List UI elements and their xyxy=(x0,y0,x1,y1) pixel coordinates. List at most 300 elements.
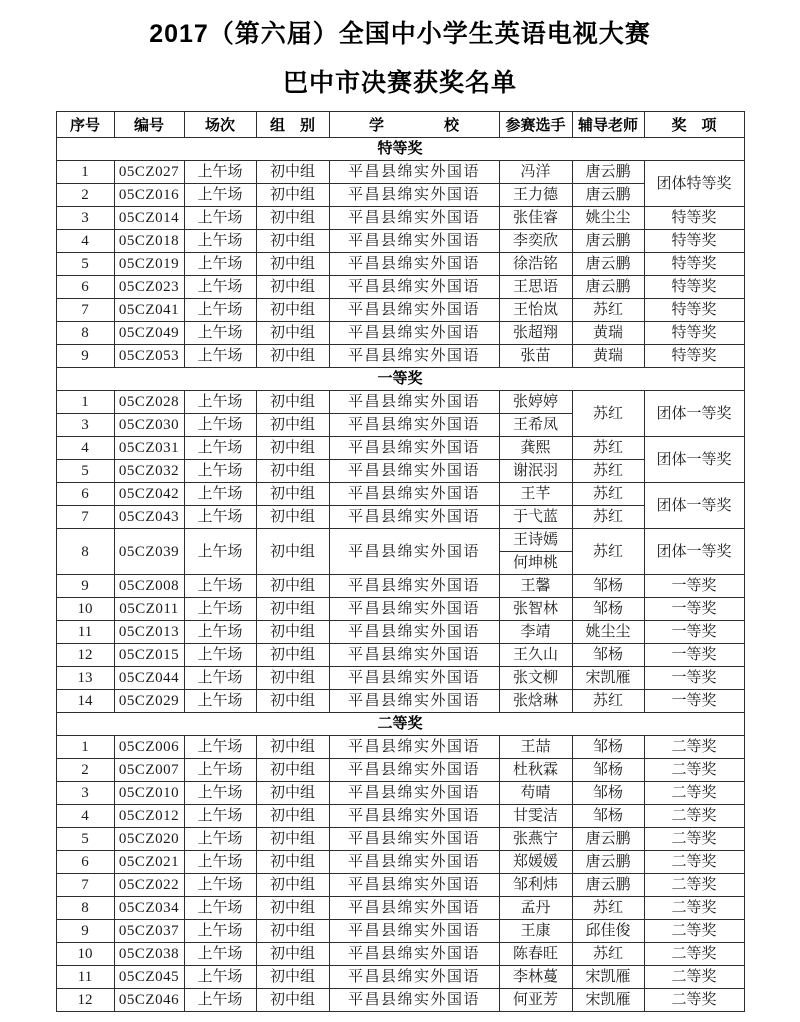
cell-teacher: 苏红 xyxy=(572,460,644,483)
cell-school: 平昌县绵实外国语 xyxy=(329,414,499,437)
cell-school: 平昌县绵实外国语 xyxy=(329,391,499,414)
cell-no: 8 xyxy=(56,322,114,345)
cell-code: 05CZ016 xyxy=(114,184,184,207)
cell-award: 特等奖 xyxy=(644,207,744,230)
cell-contestant: 徐浩铭 xyxy=(499,253,572,276)
cell-session: 上午场 xyxy=(184,943,256,966)
section-title: 二等奖 xyxy=(56,713,744,736)
cell-code: 05CZ019 xyxy=(114,253,184,276)
table-row xyxy=(56,460,744,483)
cell-no: 10 xyxy=(56,943,114,966)
cell-session: 上午场 xyxy=(184,828,256,851)
cell-school: 平昌县绵实外国语 xyxy=(329,943,499,966)
cell-code: 05CZ015 xyxy=(114,644,184,667)
cell-code: 05CZ046 xyxy=(114,989,184,1012)
cell-school: 平昌县绵实外国语 xyxy=(329,874,499,897)
header-award: 奖 项 xyxy=(644,112,744,138)
cell-code: 05CZ023 xyxy=(114,276,184,299)
cell-teacher: 苏红 xyxy=(572,506,644,529)
cell-no: 8 xyxy=(56,529,114,575)
cell-contestant: 王希凤 xyxy=(499,414,572,437)
cell-no: 7 xyxy=(56,506,114,529)
table-row xyxy=(56,828,744,851)
cell-code: 05CZ008 xyxy=(114,575,184,598)
cell-group: 初中组 xyxy=(256,828,329,851)
cell-no: 1 xyxy=(56,391,114,414)
cell-teacher: 邹杨 xyxy=(572,759,644,782)
cell-teacher: 姚尘尘 xyxy=(572,207,644,230)
cell-school: 平昌县绵实外国语 xyxy=(329,575,499,598)
cell-no: 14 xyxy=(56,690,114,713)
cell-session: 上午场 xyxy=(184,736,256,759)
table-row xyxy=(56,253,744,276)
table-row xyxy=(56,989,744,1012)
table-row xyxy=(56,161,744,184)
cell-award: 团体特等奖 xyxy=(644,161,744,207)
table-row xyxy=(56,782,744,805)
cell-teacher: 邹杨 xyxy=(572,644,644,667)
table-row xyxy=(56,391,744,414)
cell-contestant: 杜秋霖 xyxy=(499,759,572,782)
header-group: 组 别 xyxy=(256,112,329,138)
cell-group: 初中组 xyxy=(256,851,329,874)
cell-teacher: 黄瑞 xyxy=(572,322,644,345)
cell-no: 10 xyxy=(56,598,114,621)
cell-contestant: 冯洋 xyxy=(499,161,572,184)
cell-award: 特等奖 xyxy=(644,299,744,322)
cell-session: 上午场 xyxy=(184,483,256,506)
cell-school: 平昌县绵实外国语 xyxy=(329,736,499,759)
cell-session: 上午场 xyxy=(184,207,256,230)
cell-group: 初中组 xyxy=(256,184,329,207)
cell-session: 上午场 xyxy=(184,644,256,667)
cell-school: 平昌县绵实外国语 xyxy=(329,184,499,207)
cell-teacher: 宋凯雁 xyxy=(572,989,644,1012)
cell-award: 特等奖 xyxy=(644,276,744,299)
cell-contestant: 王诗嫣 xyxy=(499,529,572,552)
cell-contestant: 王芊 xyxy=(499,483,572,506)
cell-teacher: 苏红 xyxy=(572,483,644,506)
cell-teacher: 邹杨 xyxy=(572,782,644,805)
cell-award: 二等奖 xyxy=(644,828,744,851)
cell-code: 05CZ027 xyxy=(114,161,184,184)
cell-code: 05CZ032 xyxy=(114,460,184,483)
cell-session: 上午场 xyxy=(184,253,256,276)
cell-no: 2 xyxy=(56,759,114,782)
cell-school: 平昌县绵实外国语 xyxy=(329,322,499,345)
cell-award: 特等奖 xyxy=(644,253,744,276)
cell-session: 上午场 xyxy=(184,598,256,621)
cell-school: 平昌县绵实外国语 xyxy=(329,437,499,460)
cell-group: 初中组 xyxy=(256,276,329,299)
cell-no: 1 xyxy=(56,736,114,759)
cell-teacher: 苏红 xyxy=(572,690,644,713)
cell-group: 初中组 xyxy=(256,667,329,690)
cell-contestant: 郑媛媛 xyxy=(499,851,572,874)
cell-code: 05CZ041 xyxy=(114,299,184,322)
cell-code: 05CZ012 xyxy=(114,805,184,828)
cell-teacher: 宋凯雁 xyxy=(572,966,644,989)
cell-teacher: 姚尘尘 xyxy=(572,621,644,644)
cell-teacher: 苏红 xyxy=(572,529,644,575)
cell-school: 平昌县绵实外国语 xyxy=(329,460,499,483)
cell-session: 上午场 xyxy=(184,621,256,644)
cell-group: 初中组 xyxy=(256,989,329,1012)
cell-no: 12 xyxy=(56,644,114,667)
cell-teacher: 唐云鹏 xyxy=(572,276,644,299)
table-row xyxy=(56,759,744,782)
cell-contestant: 王康 xyxy=(499,920,572,943)
cell-no: 1 xyxy=(56,161,114,184)
cell-session: 上午场 xyxy=(184,391,256,414)
cell-teacher: 邹杨 xyxy=(572,598,644,621)
cell-award: 特等奖 xyxy=(644,322,744,345)
cell-award: 一等奖 xyxy=(644,644,744,667)
cell-contestant: 王馨 xyxy=(499,575,572,598)
cell-code: 05CZ021 xyxy=(114,851,184,874)
cell-session: 上午场 xyxy=(184,345,256,368)
header-teacher: 辅导老师 xyxy=(572,112,644,138)
cell-code: 05CZ034 xyxy=(114,897,184,920)
cell-group: 初中组 xyxy=(256,598,329,621)
cell-contestant: 于弋蓝 xyxy=(499,506,572,529)
cell-teacher: 邹杨 xyxy=(572,805,644,828)
cell-code: 05CZ030 xyxy=(114,414,184,437)
cell-code: 05CZ049 xyxy=(114,322,184,345)
cell-group: 初中组 xyxy=(256,943,329,966)
cell-school: 平昌县绵实外国语 xyxy=(329,230,499,253)
cell-award: 二等奖 xyxy=(644,782,744,805)
cell-code: 05CZ022 xyxy=(114,874,184,897)
cell-award: 特等奖 xyxy=(644,230,744,253)
cell-school: 平昌县绵实外国语 xyxy=(329,253,499,276)
cell-no: 9 xyxy=(56,575,114,598)
cell-school: 平昌县绵实外国语 xyxy=(329,759,499,782)
cell-code: 05CZ044 xyxy=(114,667,184,690)
header-row xyxy=(56,112,744,138)
cell-session: 上午场 xyxy=(184,920,256,943)
table-row xyxy=(56,506,744,529)
cell-code: 05CZ031 xyxy=(114,437,184,460)
cell-group: 初中组 xyxy=(256,575,329,598)
table-row xyxy=(56,529,744,552)
cell-group: 初中组 xyxy=(256,690,329,713)
cell-award: 二等奖 xyxy=(644,920,744,943)
cell-award: 特等奖 xyxy=(644,345,744,368)
cell-school: 平昌县绵实外国语 xyxy=(329,644,499,667)
table-row xyxy=(56,690,744,713)
section-title: 特等奖 xyxy=(56,138,744,161)
cell-contestant: 邹利炜 xyxy=(499,874,572,897)
cell-no: 5 xyxy=(56,253,114,276)
cell-group: 初中组 xyxy=(256,506,329,529)
document-subtitle: 巴中市决赛获奖名单 xyxy=(282,69,517,97)
cell-no: 4 xyxy=(56,805,114,828)
cell-group: 初中组 xyxy=(256,782,329,805)
cell-code: 05CZ007 xyxy=(114,759,184,782)
section-header-row xyxy=(56,138,744,161)
cell-school: 平昌县绵实外国语 xyxy=(329,506,499,529)
cell-group: 初中组 xyxy=(256,345,329,368)
cell-group: 初中组 xyxy=(256,391,329,414)
cell-session: 上午场 xyxy=(184,529,256,575)
cell-award: 二等奖 xyxy=(644,759,744,782)
section-header-row xyxy=(56,713,744,736)
cell-school: 平昌县绵实外国语 xyxy=(329,920,499,943)
cell-award: 一等奖 xyxy=(644,667,744,690)
cell-group: 初中组 xyxy=(256,437,329,460)
cell-code: 05CZ038 xyxy=(114,943,184,966)
cell-teacher: 宋凯雁 xyxy=(572,667,644,690)
table-row xyxy=(56,943,744,966)
cell-contestant: 李奕欣 xyxy=(499,230,572,253)
cell-teacher: 邱佳俊 xyxy=(572,920,644,943)
cell-school: 平昌县绵实外国语 xyxy=(329,667,499,690)
cell-code: 05CZ029 xyxy=(114,690,184,713)
cell-award: 二等奖 xyxy=(644,943,744,966)
cell-teacher: 苏红 xyxy=(572,437,644,460)
cell-code: 05CZ020 xyxy=(114,828,184,851)
cell-group: 初中组 xyxy=(256,230,329,253)
cell-no: 9 xyxy=(56,920,114,943)
cell-group: 初中组 xyxy=(256,414,329,437)
cell-session: 上午场 xyxy=(184,322,256,345)
cell-session: 上午场 xyxy=(184,230,256,253)
awards-table-body xyxy=(56,138,744,1012)
cell-contestant: 何坤桃 xyxy=(499,552,572,575)
cell-contestant: 王力德 xyxy=(499,184,572,207)
table-row xyxy=(56,598,744,621)
cell-contestant: 龚熙 xyxy=(499,437,572,460)
cell-contestant: 张文柳 xyxy=(499,667,572,690)
cell-session: 上午场 xyxy=(184,414,256,437)
cell-session: 上午场 xyxy=(184,299,256,322)
cell-session: 上午场 xyxy=(184,161,256,184)
cell-group: 初中组 xyxy=(256,759,329,782)
cell-session: 上午场 xyxy=(184,667,256,690)
cell-teacher: 苏红 xyxy=(572,391,644,437)
cell-code: 05CZ053 xyxy=(114,345,184,368)
cell-teacher: 唐云鹏 xyxy=(572,230,644,253)
cell-no: 8 xyxy=(56,897,114,920)
table-row xyxy=(56,345,744,368)
table-row xyxy=(56,920,744,943)
cell-contestant: 苟晴 xyxy=(499,782,572,805)
cell-award: 二等奖 xyxy=(644,874,744,897)
cell-contestant: 张智林 xyxy=(499,598,572,621)
cell-no: 12 xyxy=(56,989,114,1012)
cell-no: 6 xyxy=(56,483,114,506)
cell-teacher: 邹杨 xyxy=(572,736,644,759)
cell-award: 二等奖 xyxy=(644,851,744,874)
table-row xyxy=(56,897,744,920)
cell-group: 初中组 xyxy=(256,460,329,483)
table-row xyxy=(56,851,744,874)
cell-award: 二等奖 xyxy=(644,897,744,920)
cell-contestant: 王怡岚 xyxy=(499,299,572,322)
cell-no: 7 xyxy=(56,299,114,322)
table-row xyxy=(56,575,744,598)
cell-contestant: 张焓琳 xyxy=(499,690,572,713)
header-school: 学 校 xyxy=(329,112,499,138)
cell-group: 初中组 xyxy=(256,161,329,184)
cell-contestant: 王久山 xyxy=(499,644,572,667)
table-row xyxy=(56,322,744,345)
cell-contestant: 张苗 xyxy=(499,345,572,368)
cell-school: 平昌县绵实外国语 xyxy=(329,207,499,230)
cell-code: 05CZ018 xyxy=(114,230,184,253)
cell-teacher: 唐云鹏 xyxy=(572,851,644,874)
table-row xyxy=(56,299,744,322)
cell-teacher: 唐云鹏 xyxy=(572,874,644,897)
cell-no: 6 xyxy=(56,851,114,874)
cell-teacher: 唐云鹏 xyxy=(572,161,644,184)
cell-session: 上午场 xyxy=(184,759,256,782)
cell-school: 平昌县绵实外国语 xyxy=(329,598,499,621)
cell-award: 团体一等奖 xyxy=(644,483,744,529)
cell-award: 二等奖 xyxy=(644,805,744,828)
cell-group: 初中组 xyxy=(256,322,329,345)
cell-teacher: 唐云鹏 xyxy=(572,184,644,207)
cell-no: 7 xyxy=(56,874,114,897)
table-row xyxy=(56,667,744,690)
cell-contestant: 张燕宁 xyxy=(499,828,572,851)
cell-no: 6 xyxy=(56,276,114,299)
table-row xyxy=(56,644,744,667)
table-row xyxy=(56,805,744,828)
cell-session: 上午场 xyxy=(184,782,256,805)
cell-teacher: 苏红 xyxy=(572,299,644,322)
cell-code: 05CZ010 xyxy=(114,782,184,805)
cell-session: 上午场 xyxy=(184,575,256,598)
cell-contestant: 张婷婷 xyxy=(499,391,572,414)
cell-school: 平昌县绵实外国语 xyxy=(329,483,499,506)
cell-contestant: 王思语 xyxy=(499,276,572,299)
cell-session: 上午场 xyxy=(184,460,256,483)
cell-code: 05CZ013 xyxy=(114,621,184,644)
cell-award: 二等奖 xyxy=(644,966,744,989)
cell-session: 上午场 xyxy=(184,184,256,207)
cell-group: 初中组 xyxy=(256,805,329,828)
cell-no: 4 xyxy=(56,230,114,253)
document-title: 2017（第六届）全国中小学生英语电视大赛 xyxy=(149,20,651,48)
cell-session: 上午场 xyxy=(184,966,256,989)
cell-group: 初中组 xyxy=(256,483,329,506)
cell-contestant: 张超翔 xyxy=(499,322,572,345)
cell-code: 05CZ011 xyxy=(114,598,184,621)
cell-school: 平昌县绵实外国语 xyxy=(329,529,499,575)
cell-contestant: 甘雯洁 xyxy=(499,805,572,828)
cell-contestant: 何亚芳 xyxy=(499,989,572,1012)
cell-school: 平昌县绵实外国语 xyxy=(329,897,499,920)
cell-no: 11 xyxy=(56,621,114,644)
cell-code: 05CZ042 xyxy=(114,483,184,506)
cell-award: 二等奖 xyxy=(644,736,744,759)
cell-no: 2 xyxy=(56,184,114,207)
cell-award: 一等奖 xyxy=(644,621,744,644)
cell-group: 初中组 xyxy=(256,644,329,667)
cell-no: 5 xyxy=(56,460,114,483)
cell-school: 平昌县绵实外国语 xyxy=(329,621,499,644)
cell-code: 05CZ043 xyxy=(114,506,184,529)
cell-session: 上午场 xyxy=(184,851,256,874)
cell-award: 团体一等奖 xyxy=(644,391,744,437)
table-row xyxy=(56,230,744,253)
cell-teacher: 黄瑞 xyxy=(572,345,644,368)
cell-code: 05CZ028 xyxy=(114,391,184,414)
table-row xyxy=(56,621,744,644)
cell-contestant: 陈春旺 xyxy=(499,943,572,966)
cell-school: 平昌县绵实外国语 xyxy=(329,690,499,713)
cell-contestant: 孟丹 xyxy=(499,897,572,920)
header-session: 场次 xyxy=(184,112,256,138)
cell-contestant: 王喆 xyxy=(499,736,572,759)
cell-no: 11 xyxy=(56,966,114,989)
cell-award: 二等奖 xyxy=(644,989,744,1012)
cell-teacher: 唐云鹏 xyxy=(572,253,644,276)
cell-school: 平昌县绵实外国语 xyxy=(329,782,499,805)
cell-contestant: 李林蔓 xyxy=(499,966,572,989)
cell-school: 平昌县绵实外国语 xyxy=(329,276,499,299)
cell-group: 初中组 xyxy=(256,253,329,276)
cell-no: 3 xyxy=(56,414,114,437)
table-row xyxy=(56,184,744,207)
cell-group: 初中组 xyxy=(256,897,329,920)
cell-code: 05CZ006 xyxy=(114,736,184,759)
cell-school: 平昌县绵实外国语 xyxy=(329,161,499,184)
cell-no: 3 xyxy=(56,207,114,230)
cell-teacher: 苏红 xyxy=(572,897,644,920)
cell-session: 上午场 xyxy=(184,437,256,460)
table-row xyxy=(56,437,744,460)
cell-contestant: 谢泯羽 xyxy=(499,460,572,483)
section-title: 一等奖 xyxy=(56,368,744,391)
cell-award: 一等奖 xyxy=(644,690,744,713)
cell-code: 05CZ014 xyxy=(114,207,184,230)
cell-code: 05CZ037 xyxy=(114,920,184,943)
cell-school: 平昌县绵实外国语 xyxy=(329,851,499,874)
cell-teacher: 苏红 xyxy=(572,943,644,966)
cell-group: 初中组 xyxy=(256,920,329,943)
table-row xyxy=(56,966,744,989)
cell-group: 初中组 xyxy=(256,529,329,575)
section-header-row xyxy=(56,368,744,391)
cell-group: 初中组 xyxy=(256,299,329,322)
cell-school: 平昌县绵实外国语 xyxy=(329,345,499,368)
cell-no: 3 xyxy=(56,782,114,805)
cell-school: 平昌县绵实外国语 xyxy=(329,828,499,851)
cell-session: 上午场 xyxy=(184,276,256,299)
cell-contestant: 李靖 xyxy=(499,621,572,644)
cell-no: 5 xyxy=(56,828,114,851)
cell-award: 一等奖 xyxy=(644,598,744,621)
cell-award: 团体一等奖 xyxy=(644,529,744,575)
cell-group: 初中组 xyxy=(256,736,329,759)
cell-school: 平昌县绵实外国语 xyxy=(329,989,499,1012)
cell-teacher: 邹杨 xyxy=(572,575,644,598)
cell-award: 团体一等奖 xyxy=(644,437,744,483)
cell-session: 上午场 xyxy=(184,805,256,828)
cell-no: 9 xyxy=(56,345,114,368)
cell-school: 平昌县绵实外国语 xyxy=(329,966,499,989)
table-row xyxy=(56,483,744,506)
cell-session: 上午场 xyxy=(184,989,256,1012)
cell-teacher: 唐云鹏 xyxy=(572,828,644,851)
cell-session: 上午场 xyxy=(184,874,256,897)
cell-group: 初中组 xyxy=(256,966,329,989)
cell-school: 平昌县绵实外国语 xyxy=(329,805,499,828)
cell-contestant: 张佳睿 xyxy=(499,207,572,230)
